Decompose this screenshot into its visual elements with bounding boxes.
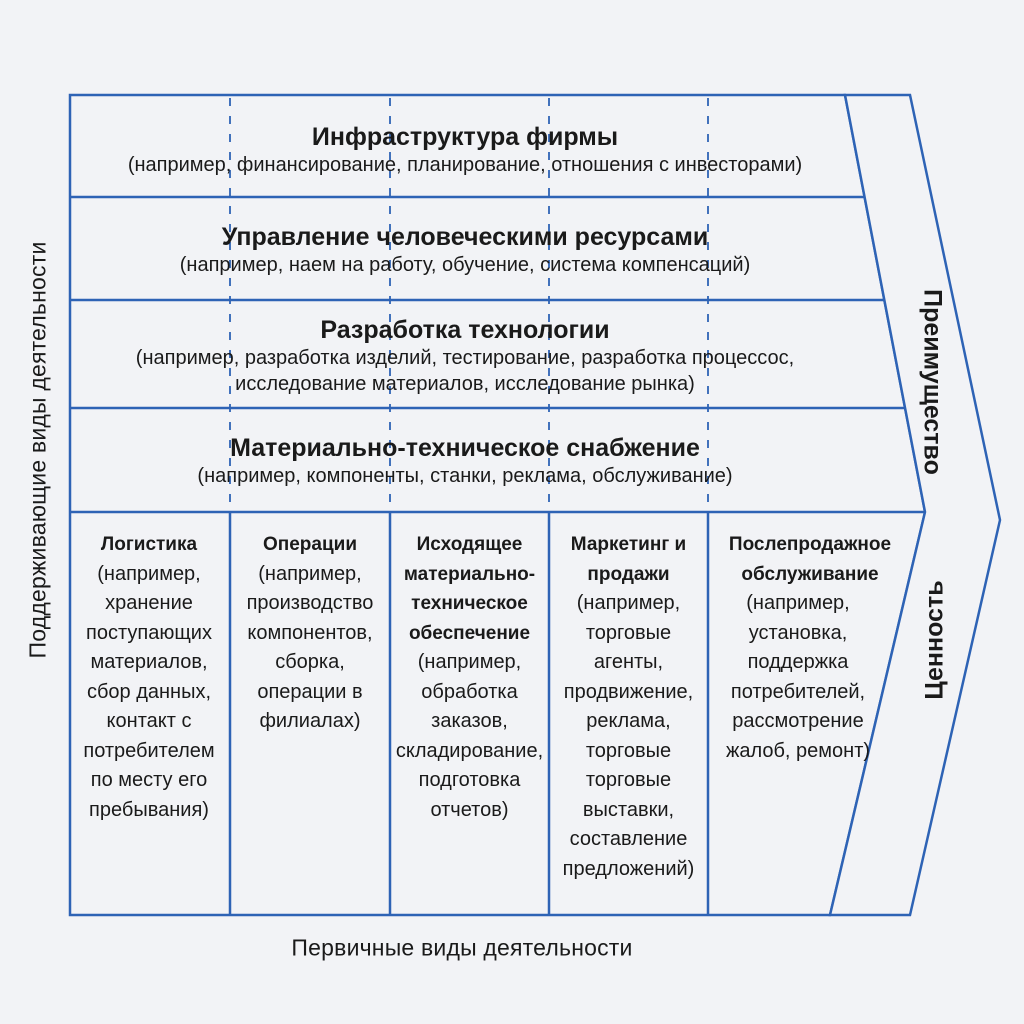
support-desc: (например, компоненты, станки, реклама, обслуживание) — [197, 465, 733, 487]
primary-desc: (например, хранение поступающих материалов, сбор данных, контакт с потребителем по месту его пребывания) — [83, 562, 215, 821]
primary-desc: (например, обработка заказов, складирование, подготовка отчетов) — [395, 651, 544, 821]
support-row-procurement — [70, 420, 860, 502]
support-row-hr — [70, 210, 860, 290]
support-title: Управление человеческими ресурсами — [221, 223, 709, 251]
support-row-technology — [70, 306, 860, 406]
primary-title: Маркетинг и продажи — [570, 534, 687, 585]
primary-col-service — [709, 530, 911, 766]
support-title: Инфраструктура фирмы — [311, 123, 619, 151]
primary-activities-label: Первичные виды деятельности — [291, 934, 633, 961]
primary-title: Операции — [262, 534, 358, 555]
margin-label-advantage: Преимущество — [918, 289, 947, 475]
primary-title: Логистика — [100, 534, 198, 555]
support-title: Разработка технологии — [320, 316, 610, 344]
primary-col-marketing — [550, 530, 707, 884]
primary-col-outbound-logistics — [391, 530, 548, 825]
primary-desc: (например, торговые агенты, продвижение, реклама, торговые торговые выставки, составление предложений) — [562, 592, 695, 880]
primary-desc: (например, установка, поддержка потребителей, рассмотрение жалоб, ремонт) — [725, 592, 871, 762]
primary-col-operations — [231, 530, 389, 737]
primary-desc: (например, производство компонентов, сборка, операции в филиалах) — [246, 562, 374, 732]
primary-title: Послепродажное обслуживание — [728, 534, 892, 585]
support-activities-label: Поддерживающие виды деятельности — [24, 241, 51, 659]
support-title: Материально-техническое снабжение — [230, 434, 700, 462]
support-row-infrastructure — [70, 110, 860, 190]
margin-label-value: Ценность — [920, 580, 949, 700]
primary-title: Исходящее материально-техническое обеспечение — [403, 534, 536, 644]
support-desc: (например, наем на работу, обучение, система компенсаций) — [179, 254, 751, 276]
primary-col-logistics — [70, 530, 228, 825]
support-desc: (например, финансирование, планирование, отношения с инвесторами) — [127, 154, 803, 176]
support-desc: (например, разработка изделий, тестирование, разработка процессос, исследование материалов, исследование рынка) — [135, 347, 795, 395]
